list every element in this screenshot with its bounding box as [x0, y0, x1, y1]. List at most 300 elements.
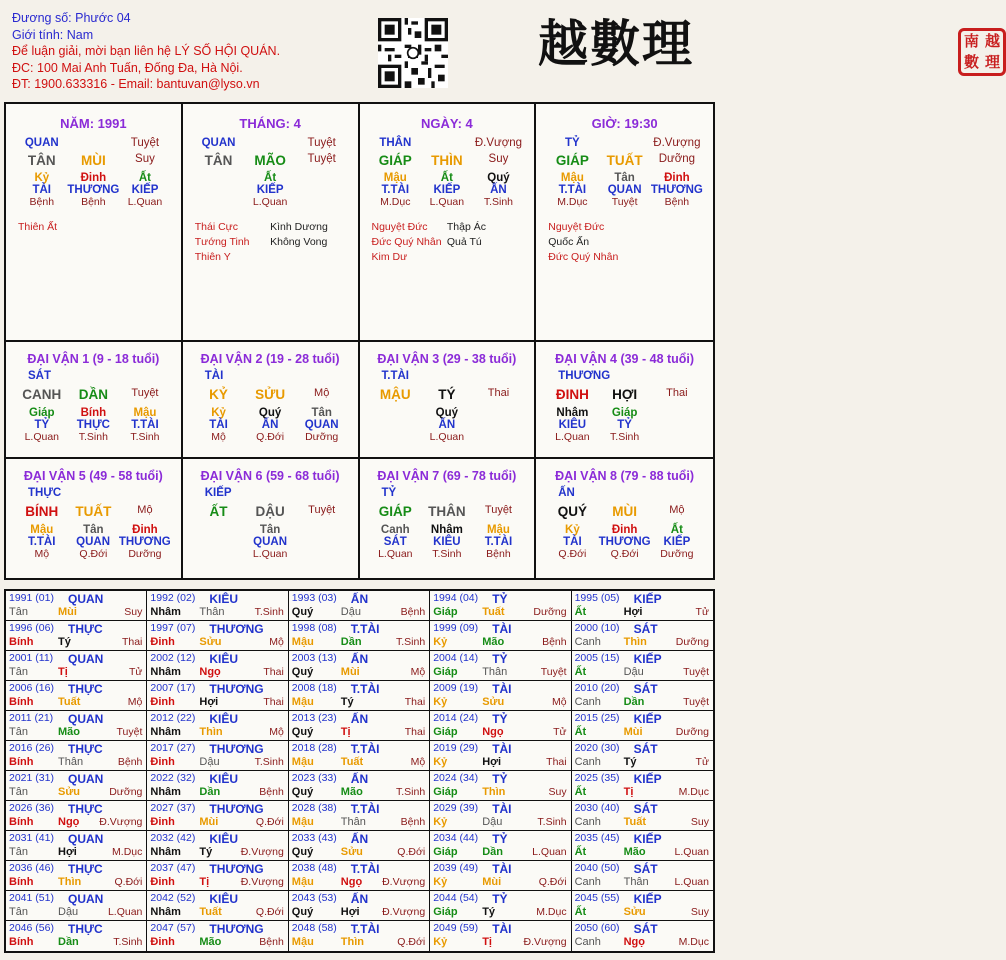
- pillar-hidden-stems-item: [193, 172, 245, 184]
- pillar-top-gods-item: TỶ: [565, 137, 580, 149]
- year-god: THỰC: [68, 622, 103, 636]
- year-god: THỰC: [68, 922, 103, 936]
- year-god: KIÊU: [209, 832, 239, 846]
- pillar-ten-gods-item: [193, 184, 245, 196]
- year-life-stage: Mộ: [410, 666, 426, 678]
- year-god: THỰC: [68, 802, 103, 816]
- year-label: 2018 (28): [291, 742, 337, 754]
- pillar-hidden-stems: [16, 172, 171, 184]
- dai-van-ten-gods-item: KIÊU: [433, 536, 461, 548]
- year-god: THƯƠNG: [209, 742, 264, 756]
- dai-van-hidden-stems-item: Kỷ: [565, 524, 580, 536]
- year-branch: Tý: [482, 906, 496, 918]
- dai-van-hidden-stems: [370, 407, 525, 419]
- year-label: 1999 (09): [433, 622, 479, 634]
- pillar-hidden-stems: [546, 172, 703, 184]
- year-label: 2049 (59): [433, 922, 479, 934]
- pillar-hidden-stems-item: Ất: [264, 172, 277, 184]
- dai-van-life-stage-item: Q.Đới: [79, 548, 108, 560]
- dai-van-hidden-stems: [546, 524, 703, 536]
- year-stem: Canh: [574, 636, 601, 648]
- dai-van-stem-branch-item: SỬU: [255, 387, 286, 402]
- year-stem: Mậu: [291, 816, 314, 828]
- dai-van-life-stage-item: [296, 548, 348, 560]
- year-label: 2010 (20): [574, 682, 620, 694]
- year-cell: [147, 891, 288, 921]
- year-cell: [147, 921, 288, 951]
- pillar-life-stage-item: L.Quan: [252, 196, 288, 208]
- year-stem: Kỷ: [433, 636, 448, 648]
- year-cell: [289, 771, 430, 801]
- year-branch: Thân: [199, 606, 225, 618]
- year-branch: Hợi: [482, 756, 502, 768]
- pillar-life-stage: [16, 196, 171, 208]
- dai-van-ten-gods: [16, 419, 171, 431]
- year-god: KIÊU: [209, 592, 239, 606]
- year-branch: Ngọ: [58, 816, 80, 828]
- year-stem: Ất: [574, 726, 587, 738]
- year-branch: Sửu: [623, 906, 646, 918]
- year-god: TỶ: [492, 712, 508, 726]
- qr-code-icon[interactable]: [378, 18, 448, 88]
- year-god: KIẾP: [633, 892, 662, 906]
- star-name: Đức Quý Nhân: [548, 251, 619, 263]
- pillar-life-stage-item: Tuyệt: [611, 196, 638, 208]
- year-god: SÁT: [633, 802, 658, 816]
- year-cell: [572, 801, 713, 831]
- year-stem: Ất: [574, 606, 587, 618]
- year-cell: [572, 771, 713, 801]
- dai-van-hidden-stems-item: Bính: [80, 407, 107, 419]
- year-branch: Mùi: [199, 816, 219, 828]
- year-label: 2026 (36): [9, 802, 54, 814]
- year-life-stage: Dưỡng: [109, 786, 143, 798]
- year-life-stage: T.Sinh: [254, 606, 284, 618]
- pillar-stem-branch-item: Tuyệt: [307, 153, 336, 165]
- dai-van-life-stage-item: L.Quan: [24, 431, 60, 443]
- year-life-stage: Đ.Vượng: [240, 846, 284, 858]
- year-god: THỰC: [68, 682, 103, 696]
- year-life-stage: Dưỡng: [533, 606, 567, 618]
- year-god: KIẾP: [633, 832, 662, 846]
- year-label: 2000 (10): [574, 622, 620, 634]
- year-life-stage: T.Sinh: [254, 756, 284, 768]
- year-branch: Mão: [58, 726, 80, 738]
- pillar-stem-branch: [16, 153, 171, 168]
- dai-van-stem-branch: [193, 504, 348, 519]
- year-branch: Tuất: [58, 696, 81, 708]
- year-stem: Tân: [9, 666, 28, 678]
- pillar-ten-gods: [16, 184, 171, 196]
- dai-van-hidden-stems-item: Tân: [259, 524, 281, 536]
- year-cell: [572, 711, 713, 741]
- subject-name: Đương số: Phước 04: [12, 11, 131, 25]
- pillar-top-gods: [370, 137, 525, 149]
- year-life-stage: Q.Đới: [397, 846, 426, 858]
- year-cell: [572, 681, 713, 711]
- year-god: T.TÀI: [350, 682, 380, 696]
- year-branch: Dậu: [58, 906, 79, 918]
- dai-van-ten-gods-item: [651, 419, 703, 431]
- year-label: 2006 (16): [9, 682, 54, 694]
- year-stem: Quý: [291, 606, 314, 618]
- year-label: 2016 (26): [9, 742, 54, 754]
- pillar-ten-gods: [193, 184, 348, 196]
- year-god: TỶ: [492, 592, 508, 606]
- year-branch: Mùi: [340, 666, 360, 678]
- year-branch: Dần: [482, 846, 503, 858]
- year-god: TỶ: [492, 652, 508, 666]
- dai-van-hidden-stems-item: Giáp: [29, 407, 55, 419]
- year-stem: Quý: [291, 666, 314, 678]
- year-label: 2011 (21): [9, 712, 54, 724]
- pillar-title: GIỜ: 19:30: [591, 116, 658, 131]
- year-life-stage: Q.Đới: [255, 906, 284, 918]
- year-label: 2045 (55): [574, 892, 620, 904]
- year-cell: [430, 741, 571, 771]
- pillar-hidden-stems-item: Quý: [487, 172, 510, 184]
- dai-van-life-stage-item: T.Sinh: [78, 431, 108, 443]
- dai-van-hidden-stems: [370, 524, 525, 536]
- year-label: 2022 (32): [150, 772, 196, 784]
- year-branch: Hợi: [199, 696, 219, 708]
- year-god: TÀI: [492, 922, 512, 936]
- year-stem: Quý: [291, 906, 314, 918]
- year-branch: Thìn: [482, 786, 506, 798]
- dai-van-life-stage: [193, 548, 348, 560]
- year-label: 2025 (35): [574, 772, 620, 784]
- dai-van-ten-gods-item: QUAN: [253, 536, 288, 548]
- year-life-stage: L.Quan: [674, 846, 709, 858]
- dai-van-hidden-stems: [193, 524, 348, 536]
- year-life-stage: M.Dục: [678, 786, 709, 798]
- pillar-stars: [18, 220, 169, 235]
- pillar-ten-gods-item: T.TÀI: [558, 184, 587, 196]
- year-god: T.TÀI: [350, 862, 380, 876]
- year-life-stage: Đ.Vượng: [99, 816, 143, 828]
- dai-van-stem-branch-item: MÙI: [612, 504, 637, 519]
- pillar-stem-branch-item: GIÁP: [378, 153, 412, 168]
- dai-van-hidden-stems-item: [651, 407, 703, 419]
- dai-van-stem-branch-item: ẤT: [209, 504, 228, 519]
- contact-note: Để luận giải, mời bạn liên hệ LÝ SỐ HỘI QUÁN.: [12, 44, 281, 58]
- year-life-stage: Mộ: [269, 636, 284, 648]
- dai-van-ten-gods-item: T.TÀI: [27, 536, 56, 548]
- dai-van-stem-branch-item: ĐINH: [555, 387, 589, 402]
- pillar-stem-branch-item: TÂN: [204, 153, 233, 168]
- dai-van-ten-gods-item: T.TÀI: [484, 536, 513, 548]
- year-god: THƯƠNG: [209, 862, 264, 876]
- pillar-life-stage: [193, 196, 348, 208]
- dai-van-life-stage: [370, 431, 525, 443]
- pillar-ten-gods-item: QUAN: [607, 184, 642, 196]
- dai-van-stem-branch-item: Thai: [666, 387, 688, 399]
- dai-van-ten-gods: [546, 536, 703, 548]
- year-cell: [572, 891, 713, 921]
- dai-van-title: ĐẠI VẬN 1 (9 - 18 tuổi): [27, 352, 160, 366]
- year-label: 2005 (15): [574, 652, 620, 664]
- year-branch: Dần: [58, 936, 79, 948]
- dai-van-title: ĐẠI VẬN 2 (19 - 28 tuổi): [200, 352, 340, 366]
- year-stem: Kỷ: [433, 876, 448, 888]
- year-label: 1993 (03): [291, 592, 337, 604]
- year-label: 2003 (13): [291, 652, 337, 664]
- dai-van-ten-gods-item: ẤN: [438, 419, 456, 431]
- pillar-top-gods-item: [599, 137, 651, 149]
- year-label: 2001 (11): [9, 652, 54, 664]
- year-branch: Dậu: [340, 606, 361, 618]
- dai-van-stem-branch-item: CANH: [22, 387, 62, 402]
- year-stem: Nhâm: [150, 846, 181, 858]
- year-god: TÀI: [492, 862, 512, 876]
- year-label: 1995 (05): [574, 592, 620, 604]
- year-label: 1992 (02): [150, 592, 196, 604]
- dai-van-life-stage-item: [651, 431, 703, 443]
- dai-van-hidden-stems-item: Mậu: [486, 524, 510, 536]
- dai-van-life-stage-item: Q.Đới: [558, 548, 587, 560]
- year-branch: Mùi: [623, 726, 643, 738]
- year-god: KIÊU: [209, 652, 239, 666]
- year-stem: Giáp: [433, 666, 458, 678]
- dai-van-hidden-stems-item: [193, 524, 245, 536]
- pillar-ten-gods-item: T.TÀI: [381, 184, 410, 196]
- year-label: 1996 (06): [9, 622, 54, 634]
- year-life-stage: Suy: [124, 606, 143, 618]
- dai-van-hidden-stems-item: [296, 524, 348, 536]
- year-label: 2044 (54): [433, 892, 479, 904]
- year-life-stage: Q.Đới: [538, 876, 567, 888]
- year-stem: Tân: [9, 786, 28, 798]
- dai-van-cell: [360, 459, 537, 578]
- year-cell: [289, 801, 430, 831]
- year-life-stage: Mộ: [127, 696, 143, 708]
- year-life-stage: Tử: [695, 606, 709, 618]
- year-cell: [289, 621, 430, 651]
- pillar-ten-gods-item: KIẾP: [131, 184, 159, 196]
- year-cell: [6, 741, 147, 771]
- year-cell: [430, 891, 571, 921]
- pillar-hidden-stems-item: Mậu: [560, 172, 584, 184]
- dai-van-ten-gods-item: THƯƠNG: [598, 536, 651, 548]
- pillar-ten-gods-item: KIẾP: [433, 184, 461, 196]
- year-cell: [430, 621, 571, 651]
- year-god: THƯƠNG: [209, 622, 264, 636]
- phone-email[interactable]: ĐT: 1900.633316 - Email: bantuvan@lyso.vn: [12, 77, 260, 91]
- pillar-stem-branch-item: THÌN: [431, 153, 463, 168]
- dai-van-stem-branch: [16, 387, 171, 402]
- year-cell: [147, 711, 288, 741]
- year-branch: Tuất: [482, 606, 505, 618]
- dai-van-ten-gods-item: QUAN: [304, 419, 339, 431]
- year-cell: [572, 921, 713, 951]
- year-god: KIÊU: [209, 892, 239, 906]
- dai-van-stem-branch-item: TUẤT: [75, 504, 112, 519]
- pillar-cell: [183, 104, 360, 340]
- dai-van-ten-gods-item: THƯƠNG: [118, 536, 171, 548]
- year-cell: [6, 771, 147, 801]
- year-branch: Mão: [623, 846, 646, 858]
- year-label: 2050 (60): [574, 922, 620, 934]
- pillar-stem-branch-item: TUẤT: [606, 153, 643, 168]
- pillar-hidden-stems-item: Đinh: [80, 172, 107, 184]
- dai-van-ten-gods: [193, 419, 348, 431]
- year-life-stage: M.Dục: [112, 846, 143, 858]
- pillar-hidden-stems: [370, 172, 525, 184]
- dai-van-grid: [4, 342, 715, 580]
- year-label: 2038 (48): [291, 862, 337, 874]
- year-god: T.TÀI: [350, 622, 380, 636]
- pillar-top-gods-item: [244, 137, 296, 149]
- year-life-stage: Suy: [548, 786, 567, 798]
- dai-van-stem-branch-item: DẦN: [78, 387, 108, 402]
- year-branch: Dậu: [623, 666, 644, 678]
- dai-van-stem-branch-item: THÂN: [428, 504, 466, 519]
- pillar-hidden-stems-item: Ất: [138, 172, 152, 184]
- pillar-top-gods: [16, 137, 171, 149]
- year-branch: Tị: [199, 876, 210, 888]
- pillar-cell: [536, 104, 713, 340]
- year-label: 2036 (46): [9, 862, 54, 874]
- pillar-life-stage: [370, 196, 525, 208]
- year-cell: [572, 651, 713, 681]
- year-label: 2037 (47): [150, 862, 196, 874]
- year-cell: [430, 711, 571, 741]
- dai-van-life-stage-item: T.Sinh: [610, 431, 640, 443]
- pillar-stars: [195, 220, 346, 265]
- pillar-life-stage-item: M.Dục: [380, 196, 411, 208]
- dai-van-life-stage: [193, 431, 348, 443]
- pillar-hidden-stems-item: [296, 172, 348, 184]
- year-god: KIẾP: [633, 772, 662, 786]
- year-branch: Dần: [340, 636, 362, 648]
- dai-van-stem-branch: [370, 387, 525, 402]
- dai-van-life-stage: [16, 548, 171, 560]
- pillar-ten-gods: [546, 184, 703, 196]
- year-life-stage: T.Sinh: [396, 786, 426, 798]
- year-cell: [6, 891, 147, 921]
- year-god: TỶ: [492, 832, 508, 846]
- dai-van-title: ĐẠI VẬN 4 (39 - 48 tuổi): [555, 352, 695, 366]
- year-life-stage: L.Quan: [107, 906, 143, 918]
- pillar-life-stage-item: Bệnh: [81, 196, 106, 208]
- pillar-stem-branch: [546, 153, 703, 168]
- year-branch: Hợi: [623, 606, 643, 618]
- dai-van-ten-gods-item: SÁT: [383, 536, 407, 548]
- dai-van-hidden-stems-item: Đinh: [611, 524, 638, 536]
- year-branch: Mão: [482, 636, 505, 648]
- dai-van-life-stage: [546, 548, 703, 560]
- year-god: QUAN: [68, 652, 104, 666]
- dai-van-life-stage-item: [193, 548, 245, 560]
- year-cell: [572, 591, 713, 621]
- year-life-stage: Q.Đới: [255, 816, 284, 828]
- dai-van-ten-gods: [193, 536, 348, 548]
- dai-van-ten-gods: [370, 419, 525, 431]
- year-life-stage: Bệnh: [400, 606, 426, 618]
- year-cell: [6, 801, 147, 831]
- pillar-life-stage-item: [296, 196, 348, 208]
- dai-van-stem-branch-item: Mộ: [314, 387, 330, 399]
- year-label: 2040 (50): [574, 862, 620, 874]
- address: ĐC: 100 Mai Anh Tuấn, Đống Đa, Hà Nội.: [12, 60, 243, 75]
- dai-van-life-stage-item: [473, 431, 525, 443]
- year-cell: [147, 861, 288, 891]
- year-life-stage: Q.Đới: [397, 936, 426, 948]
- dai-van-hidden-stems-item: Tân: [311, 407, 332, 419]
- year-branch: Hợi: [58, 846, 77, 858]
- year-label: 2032 (42): [150, 832, 196, 844]
- year-branch: Hợi: [340, 906, 360, 918]
- year-branch: Ngọ: [340, 876, 363, 888]
- year-label: 2020 (30): [574, 742, 620, 754]
- pillar-ten-gods-item: THƯƠNG: [650, 184, 703, 196]
- pillar-life-stage-item: [193, 196, 245, 208]
- year-stem: Bính: [9, 636, 34, 648]
- year-god: T.TÀI: [350, 922, 380, 936]
- year-stem: Đinh: [150, 816, 175, 828]
- dai-van-hidden-stems-item: Quý: [258, 407, 282, 419]
- year-stem: Canh: [574, 696, 601, 708]
- year-life-stage: Tử: [553, 726, 567, 738]
- year-label: 2023 (33): [291, 772, 337, 784]
- dai-van-life-stage-item: Dưỡng: [305, 431, 339, 443]
- year-cell: [6, 921, 147, 951]
- dai-van-stem-branch: [16, 504, 171, 519]
- pillar-hidden-stems-item: Ất: [440, 172, 453, 184]
- star-name: Đức Quý Nhân: [371, 236, 442, 248]
- dai-van-hidden-stems-item: Canh: [380, 524, 410, 536]
- year-life-stage: T.Sinh: [537, 816, 567, 828]
- year-label: 2007 (17): [150, 682, 196, 694]
- pillar-stars: [548, 220, 701, 265]
- dai-van-stem-branch-item: KỶ: [209, 387, 228, 402]
- dai-van-life-stage: [546, 431, 703, 443]
- dai-van-stem-branch-item: HỢI: [612, 387, 638, 402]
- year-label: 2039 (49): [433, 862, 479, 874]
- year-god: TỶ: [492, 772, 508, 786]
- year-branch: Thân: [58, 756, 84, 768]
- dai-van-life-stage: [370, 548, 525, 560]
- year-cell: [430, 591, 571, 621]
- dai-van-hidden-stems-item: Kỷ: [211, 407, 226, 419]
- pillar-stem-branch-item: MÙI: [80, 153, 106, 168]
- year-label: 2033 (43): [291, 832, 337, 844]
- dai-van-god: T.TÀI: [381, 370, 409, 382]
- year-cell: [147, 831, 288, 861]
- year-branch: Thìn: [340, 936, 365, 948]
- star-name: Thiên Y: [194, 251, 231, 263]
- year-god: ẤN: [350, 832, 369, 846]
- year-branch: Dần: [199, 786, 221, 798]
- dai-van-life-stage-item: L.Quan: [555, 431, 590, 443]
- pillar-life-stage: [546, 196, 703, 208]
- pillar-ten-gods-item: KIẾP: [256, 184, 284, 196]
- year-stem: Mậu: [291, 876, 314, 888]
- red-seal-stamp: 南 越 數 理: [958, 28, 1006, 76]
- pillar-life-stage-item: L.Quan: [127, 196, 163, 208]
- pillar-stars: [372, 220, 523, 265]
- dai-van-stem-branch-item: DẬU: [255, 504, 285, 519]
- year-label: 1998 (08): [291, 622, 337, 634]
- year-life-stage: L.Quan: [674, 876, 709, 888]
- year-label: 1994 (04): [433, 592, 479, 604]
- year-cell: [289, 591, 430, 621]
- year-god: ẤN: [350, 712, 369, 726]
- year-stem: Kỷ: [433, 816, 448, 828]
- dai-van-life-stage-item: Bệnh: [486, 548, 511, 560]
- pillar-life-stage-item: Bệnh: [664, 196, 690, 208]
- year-stem: Mậu: [291, 636, 314, 648]
